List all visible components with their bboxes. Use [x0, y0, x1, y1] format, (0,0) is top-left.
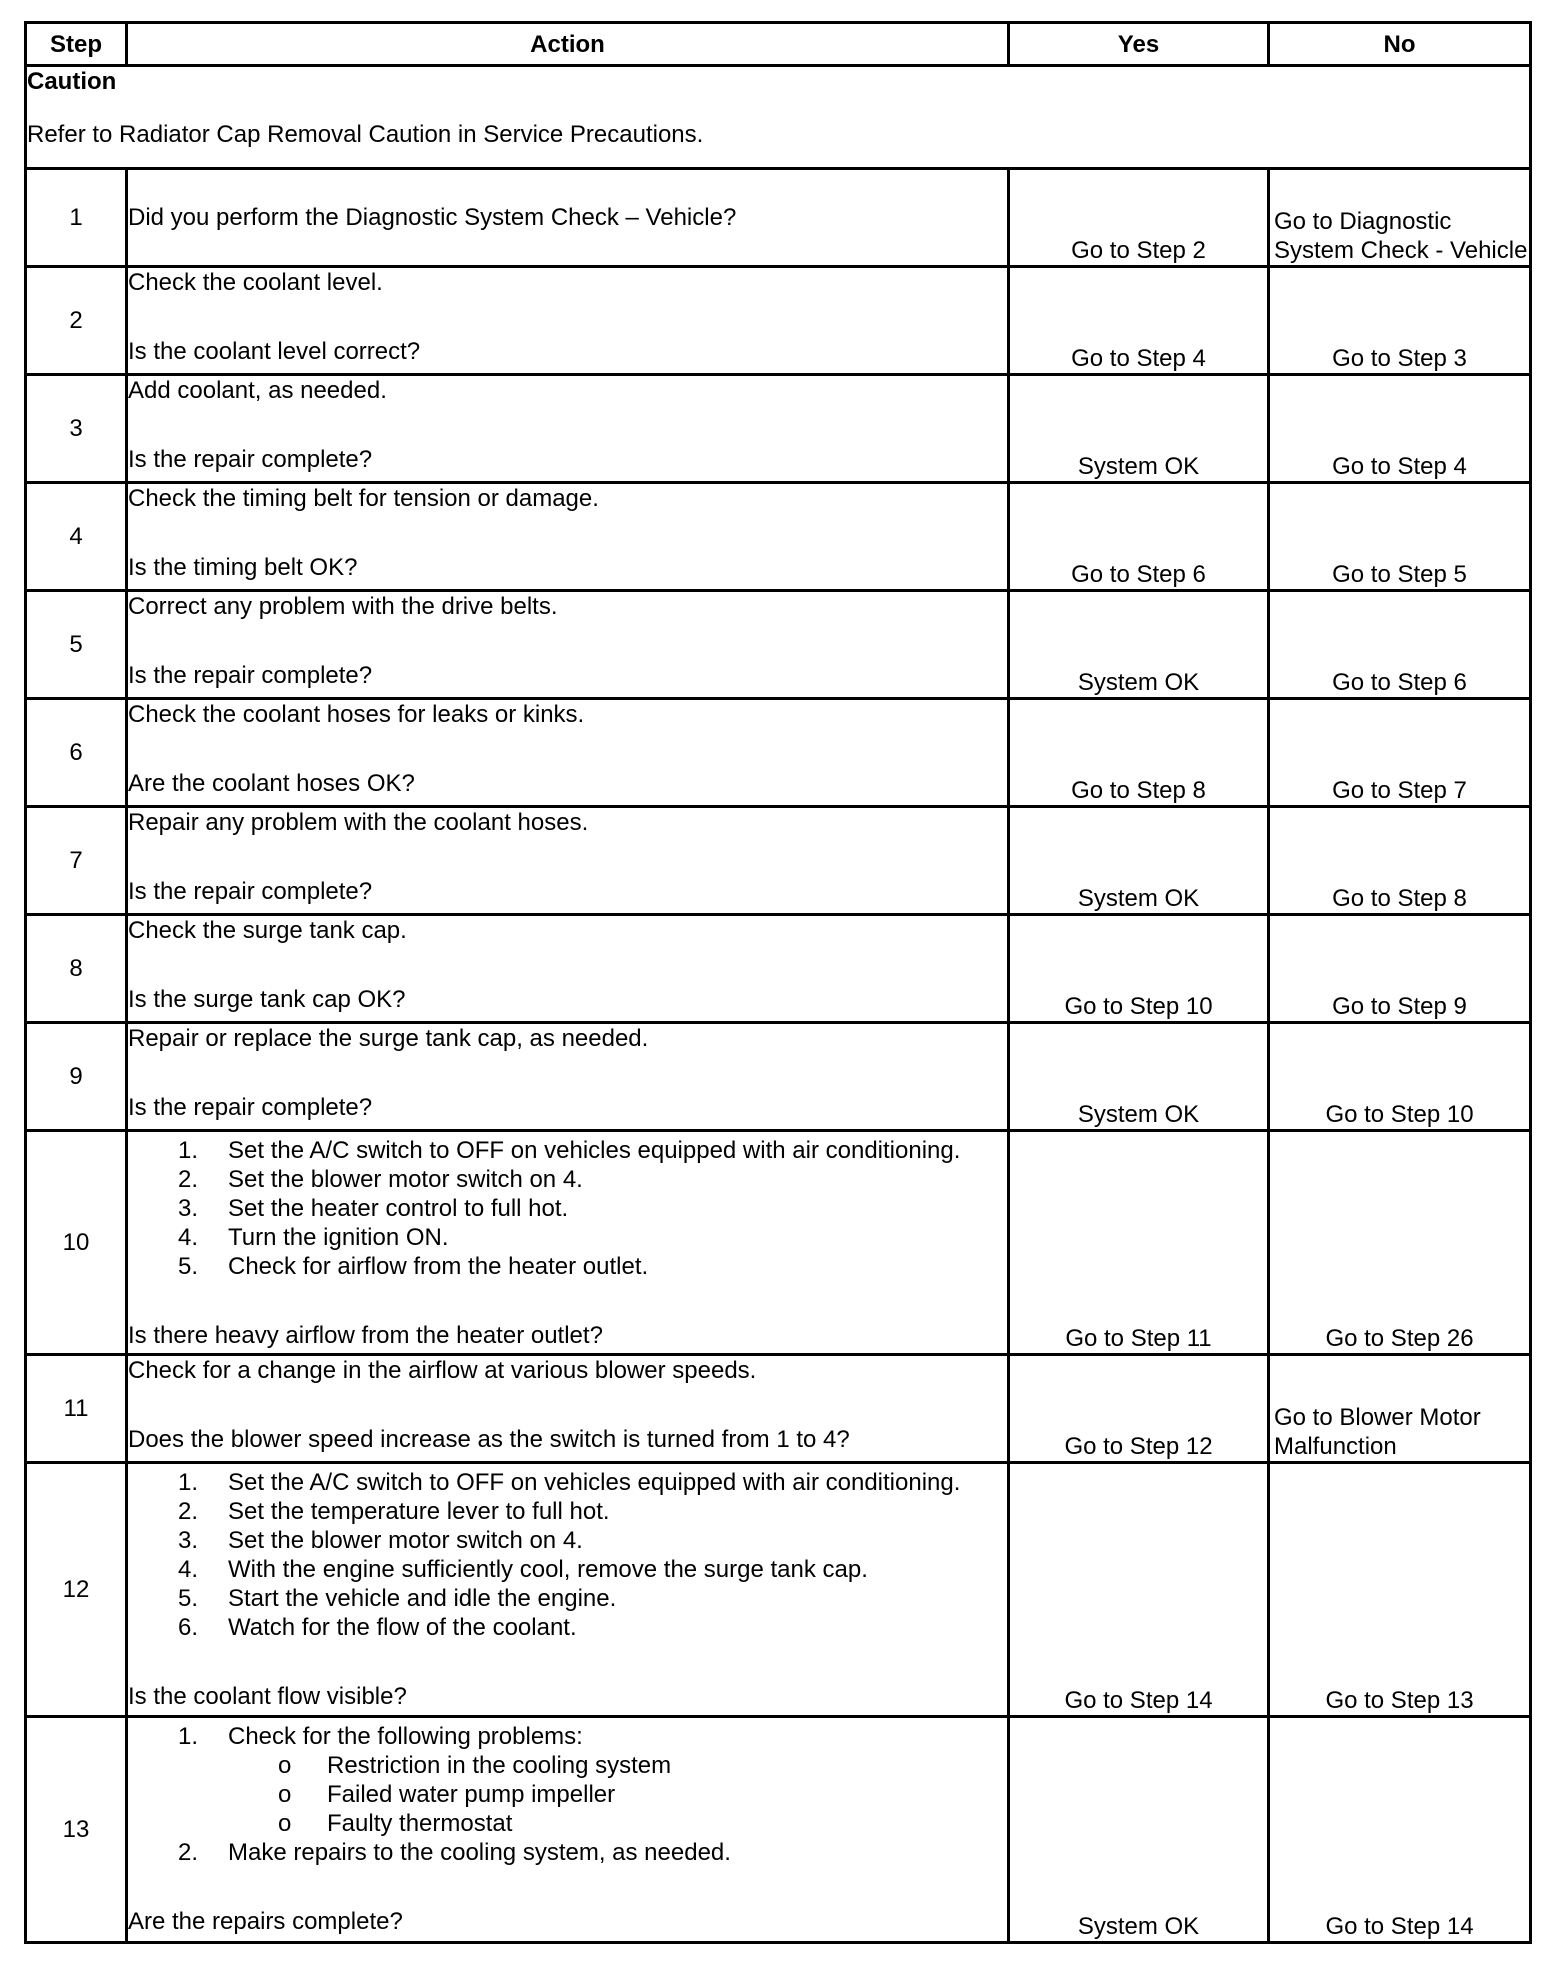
- step-number: 9: [26, 1023, 127, 1131]
- no-cell: Go to Step 7: [1269, 699, 1531, 807]
- header-action: Action: [127, 23, 1009, 66]
- no-cell: Go to Step 10: [1269, 1023, 1531, 1131]
- question-text: Is the repair complete?: [128, 446, 373, 473]
- yes-cell: Go to Step 8: [1009, 699, 1269, 807]
- action-cell: [127, 1355, 1009, 1463]
- question-text: Is the repair complete?: [128, 878, 373, 905]
- sub-list-item: o Restriction in the cooling system: [278, 1752, 672, 1779]
- action-cell: [127, 375, 1009, 483]
- question-text: Is the timing belt OK?: [128, 554, 358, 581]
- action-text: Add coolant, as needed.: [128, 377, 387, 404]
- table-row: [26, 591, 1531, 699]
- step-number: 13: [26, 1717, 127, 1943]
- list-item: 1. Check for the following problems: o Restriction in the cooling system o Failed water pump impeller o Faulty thermostat: [128, 1722, 1007, 1838]
- action-cell: [127, 807, 1009, 915]
- table-row: [26, 1131, 1531, 1355]
- step-number: 2: [26, 267, 127, 375]
- action-cell: [127, 169, 1009, 267]
- action-text: Repair or replace the surge tank cap, as needed.: [128, 1025, 649, 1052]
- action-cell: [127, 1717, 1009, 1943]
- step-number: 1: [26, 169, 127, 267]
- yes-cell: System OK: [1009, 375, 1269, 483]
- yes-cell: Go to Step 2: [1009, 169, 1269, 267]
- action-cell: [127, 591, 1009, 699]
- table-row: [26, 1717, 1531, 1943]
- list-item: 5. Start the vehicle and idle the engine.: [178, 1585, 617, 1612]
- yes-cell: System OK: [1009, 591, 1269, 699]
- list-item: 1. Set the A/C switch to OFF on vehicles equipped with air conditioning.: [178, 1469, 961, 1496]
- procedure-list: [128, 1136, 1007, 1281]
- yes-cell: Go to Step 11: [1009, 1131, 1269, 1355]
- question-text: Is there heavy airflow from the heater outlet?: [128, 1322, 603, 1349]
- list-item: 6. Watch for the flow of the coolant.: [178, 1614, 577, 1641]
- yes-cell: Go to Step 4: [1009, 267, 1269, 375]
- action-text: Did you perform the Diagnostic System Check – Vehicle?: [128, 204, 737, 231]
- no-cell: Go to Step 14: [1269, 1717, 1531, 1943]
- caution-row: [26, 66, 1531, 169]
- step-number: 6: [26, 699, 127, 807]
- action-text: Correct any problem with the drive belts.: [128, 593, 558, 620]
- sub-list-item: o Faulty thermostat: [278, 1810, 513, 1837]
- yes-cell: Go to Step 14: [1009, 1463, 1269, 1717]
- action-text: Check for a change in the airflow at various blower speeds.: [128, 1357, 757, 1384]
- action-cell: [127, 915, 1009, 1023]
- question-text: Are the repairs complete?: [128, 1908, 403, 1935]
- list-item: 3. Set the blower motor switch on 4.: [178, 1527, 583, 1554]
- yes-cell: System OK: [1009, 1717, 1269, 1943]
- sub-list-item: o Failed water pump impeller: [278, 1781, 616, 1808]
- step-number: 8: [26, 915, 127, 1023]
- no-cell: Go to Step 13: [1269, 1463, 1531, 1717]
- table-row: [26, 1463, 1531, 1717]
- no-cell: Go to Step 6: [1269, 591, 1531, 699]
- yes-cell: System OK: [1009, 1023, 1269, 1131]
- action-text: Check the surge tank cap.: [128, 917, 407, 944]
- no-cell: Go to Step 4: [1269, 375, 1531, 483]
- action-cell: [127, 1131, 1009, 1355]
- no-cell: Go to Step 9: [1269, 915, 1531, 1023]
- no-cell: Go to Step 26: [1269, 1131, 1531, 1355]
- step-number: 3: [26, 375, 127, 483]
- no-cell: Go to Step 8: [1269, 807, 1531, 915]
- table-row: [26, 483, 1531, 591]
- caution-title: Caution: [27, 68, 117, 95]
- action-cell: [127, 1023, 1009, 1131]
- step-number: 7: [26, 807, 127, 915]
- list-item: 2. Set the temperature lever to full hot.: [178, 1498, 610, 1525]
- question-text: Does the blower speed increase as the switch is turned from 1 to 4?: [128, 1426, 850, 1453]
- table-row: [26, 1023, 1531, 1131]
- table-row: [26, 267, 1531, 375]
- step-number: 5: [26, 591, 127, 699]
- list-item: 4. Turn the ignition ON.: [178, 1224, 449, 1251]
- action-text: Check the coolant hoses for leaks or kinks.: [128, 701, 585, 728]
- step-number: 4: [26, 483, 127, 591]
- action-cell: [127, 483, 1009, 591]
- step-number: 11: [26, 1355, 127, 1463]
- no-cell: Go to Step 3: [1269, 267, 1531, 375]
- table-row: [26, 699, 1531, 807]
- list-item: 1. Set the A/C switch to OFF on vehicles equipped with air conditioning.: [178, 1137, 961, 1164]
- action-text: Check the coolant level.: [128, 269, 383, 296]
- yes-cell: Go to Step 12: [1009, 1355, 1269, 1463]
- question-text: Are the coolant hoses OK?: [128, 770, 415, 797]
- yes-cell: Go to Step 10: [1009, 915, 1269, 1023]
- header-row: [26, 23, 1531, 66]
- yes-cell: Go to Step 6: [1009, 483, 1269, 591]
- list-item: 2. Set the blower motor switch on 4.: [178, 1166, 583, 1193]
- action-cell: [127, 1463, 1009, 1717]
- table-row: [26, 1355, 1531, 1463]
- table-row: [26, 169, 1531, 267]
- header-yes: Yes: [1009, 23, 1269, 66]
- list-item: 3. Set the heater control to full hot.: [178, 1195, 569, 1222]
- diagnostic-table: [24, 21, 1532, 1944]
- yes-cell: System OK: [1009, 807, 1269, 915]
- action-cell: [127, 267, 1009, 375]
- caution-cell: [26, 66, 1531, 169]
- step-number: 10: [26, 1131, 127, 1355]
- action-text: Check the timing belt for tension or damage.: [128, 485, 599, 512]
- procedure-list: [128, 1468, 1007, 1642]
- question-text: Is the repair complete?: [128, 662, 373, 689]
- list-item: 4. With the engine sufficiently cool, remove the surge tank cap.: [178, 1556, 868, 1583]
- step-number: 12: [26, 1463, 127, 1717]
- question-text: Is the surge tank cap OK?: [128, 986, 406, 1013]
- table-row: [26, 807, 1531, 915]
- header-no: No: [1269, 23, 1531, 66]
- no-cell: Go to Blower Motor Malfunction: [1269, 1355, 1531, 1463]
- procedure-list: [128, 1722, 1007, 1867]
- question-text: Is the repair complete?: [128, 1094, 373, 1121]
- table-row: [26, 375, 1531, 483]
- question-text: Is the coolant flow visible?: [128, 1683, 407, 1710]
- list-item: 5. Check for airflow from the heater outlet.: [178, 1253, 649, 1280]
- action-cell: [127, 699, 1009, 807]
- table-row: [26, 915, 1531, 1023]
- no-cell: Go to Step 5: [1269, 483, 1531, 591]
- list-item: 2. Make repairs to the cooling system, as needed.: [178, 1839, 731, 1866]
- question-text: Is the coolant level correct?: [128, 338, 421, 365]
- no-cell: Go to Diagnostic System Check - Vehicle: [1269, 169, 1531, 267]
- header-step: Step: [26, 23, 127, 66]
- caution-text: Refer to Radiator Cap Removal Caution in Service Precautions.: [27, 121, 704, 148]
- sub-list: [228, 1751, 1007, 1838]
- action-text: Repair any problem with the coolant hoses.: [128, 809, 589, 836]
